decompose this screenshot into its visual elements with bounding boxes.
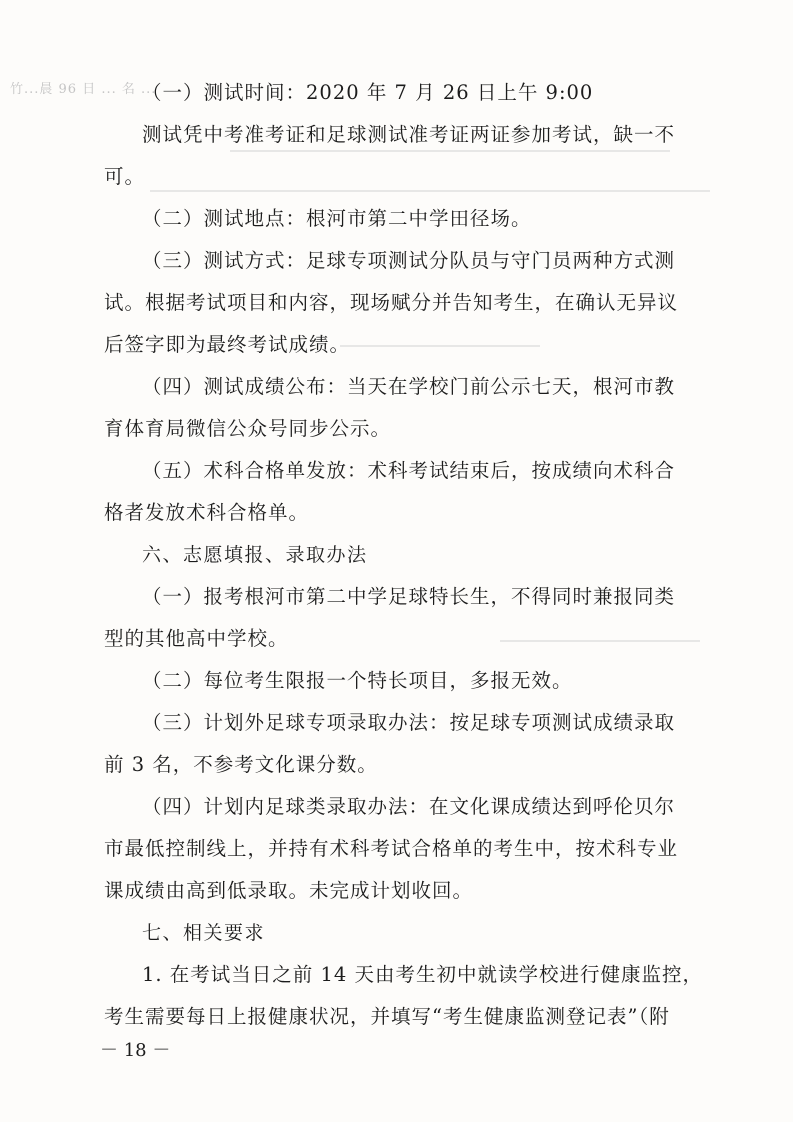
- text-line: （四）测试成绩公布：当天在学校门前公示七天，根河市教: [142, 375, 676, 398]
- text-line: 育体育局微信公众号同步公示。: [104, 417, 392, 440]
- text-line: （二）测试地点：根河市第二中学田径场。: [142, 207, 532, 230]
- text-line: 后签字即为最终考试成绩。: [104, 333, 351, 356]
- text-line: 型的其他高中学校。: [104, 627, 289, 650]
- text-line: （四）计划内足球类录取办法：在文化课成绩达到呼伦贝尔: [142, 795, 676, 818]
- text-line: （三）测试方式：足球专项测试分队员与守门员两种方式测: [142, 249, 676, 272]
- text-line: 格者发放术科合格单。: [104, 501, 310, 524]
- text-line: （三）计划外足球专项录取办法：按足球专项测试成绩录取: [142, 711, 676, 734]
- bleed-through-text: 竹...晨 96 日 ... 名 ...: [10, 82, 157, 97]
- text-line: 前 3 名，不参考文化课分数。: [104, 753, 378, 776]
- section-heading-7: 七、相关要求: [142, 922, 266, 944]
- text-line: 1. 在考试当日之前 14 天由考生初中就读学校进行健康监控，: [142, 963, 704, 986]
- text-line: 市最低控制线上，并持有术科考试合格单的考生中，按术科专业: [104, 837, 679, 860]
- text-line: 测试凭中考准考证和足球测试准考证两证参加考试，缺一不: [142, 123, 676, 146]
- page-number: － 18 －: [100, 1040, 171, 1061]
- text-line: 课成绩由高到低录取。未完成计划收回。: [104, 879, 474, 902]
- text-line: 可。: [104, 165, 146, 188]
- body-text: [104, 72, 704, 1038]
- text-line: （一）测试时间：2020 年 7 月 26 日上午 9:00: [142, 81, 594, 104]
- text-line: 试。根据考试项目和内容，现场赋分并告知考生，在确认无异议: [104, 291, 679, 314]
- text-line: 考生需要每日上报健康状况，并填写“考生健康监测登记表”（附: [104, 1005, 670, 1028]
- text-line: （一）报考根河市第二中学足球特长生，不得同时兼报同类: [142, 585, 676, 608]
- text-line: （二）每位考生限报一个特长项目，多报无效。: [142, 669, 573, 692]
- text-line: （五）术科合格单发放：术科考试结束后，按成绩向术科合: [142, 459, 676, 482]
- section-heading-6: 六、志愿填报、录取办法: [142, 544, 368, 566]
